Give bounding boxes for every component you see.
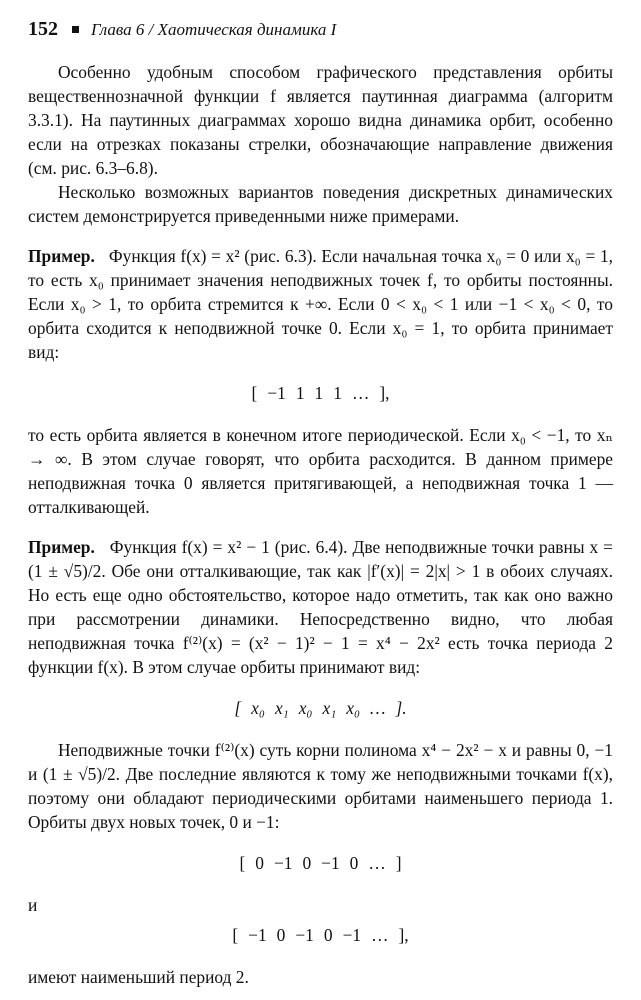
orbit-3-term: … bbox=[368, 853, 386, 873]
orbit-3-term: −1 bbox=[273, 853, 293, 873]
orbit-display-4 bbox=[28, 923, 613, 947]
orbit-2-term: x₀ bbox=[251, 698, 265, 718]
example-2-text: Функция f(x) = x² − 1 (рис. 6.4). Две неподвижные точки равны x = (1 ± √5)/2. Обе они отталкивающие, так как |f′(x)| = 2|x| > 1 в обоих случаях. Но есть еще одно обстоятельство, которое надо отметить, так как оно важно при рассмотрении динамики. Непосредственно видно, что любая неподвижная точка f⁽²⁾(x) = (x² − 1)² − 1 = x⁴ − 2x² есть точка периода 2 функции f(x). В этом случае орбиты принимают вид: bbox=[28, 537, 613, 677]
example-2-label: Пример. bbox=[28, 537, 95, 557]
orbit-display-3 bbox=[28, 851, 613, 875]
page-number: 152 bbox=[28, 18, 58, 40]
orbit-2-term: ]. bbox=[395, 698, 407, 718]
orbit-4-term: … bbox=[371, 925, 389, 945]
paragraph-examples-intro: Несколько возможных вариантов поведения дискретных динамических систем демонстрируется приведенными ниже примерами. bbox=[28, 182, 613, 226]
orbit-3-term: 0 bbox=[349, 853, 359, 873]
example-1-label: Пример. bbox=[28, 246, 95, 266]
orbit-4-term: ], bbox=[398, 925, 409, 945]
orbit-3-term: 0 bbox=[255, 853, 264, 873]
running-title: Глава 6 / Хаотическая динамика I bbox=[91, 20, 337, 39]
conjunction: и bbox=[28, 895, 38, 915]
orbit-1-term: 1 bbox=[333, 383, 342, 403]
orbit-2-term: x₁ bbox=[274, 698, 289, 718]
orbit-display-2 bbox=[28, 696, 613, 720]
example-2 bbox=[28, 535, 613, 679]
orbit-1-term: 1 bbox=[314, 383, 324, 403]
running-header bbox=[28, 18, 613, 44]
paragraph-webdiagram: Особенно удобным способом графического представления орбиты вещественнозначной функции f является паутинная диаграмма (алгоритм 3.3.1). На паутинных диаграммах хорошо видна динамика орбит, особенно если на отрезках показаны стрелки, обозначающие направление движения (см. рис. 6.3–6.8). bbox=[28, 62, 613, 178]
orbit-3-term: 0 bbox=[302, 853, 312, 873]
example-1-text: Функция f(x) = x² (рис. 6.3). Если начальная точка x₀ = 0 или x₀ = 1, то есть x₀ принимает значения неподвижных точек f, то орбиты постоянны. Если x₀ > 1, то орбита стремится к +∞. Если 0 < x₀ < 1 или −1 < x₀ < 0, то орбита сходится к неподвижной точке 0. Если x₀ = 1, то орбита принимает вид: bbox=[28, 246, 613, 362]
page bbox=[28, 18, 613, 989]
orbit-2-term: … bbox=[370, 698, 386, 718]
orbit-1-term: 1 bbox=[295, 383, 305, 403]
orbit-1-term: −1 bbox=[267, 383, 286, 403]
orbit-1-term: … bbox=[351, 383, 370, 403]
orbit-2-term: x₀ bbox=[346, 698, 360, 718]
orbit-display-1 bbox=[28, 381, 613, 405]
orbit-2-term: x₁ bbox=[322, 698, 337, 718]
orbit-4-term: −1 bbox=[342, 925, 362, 945]
example-1 bbox=[28, 244, 613, 364]
orbit-1-term: [ bbox=[251, 383, 258, 403]
orbit-4-term: −1 bbox=[295, 925, 314, 945]
orbit-4-term: [ bbox=[232, 925, 239, 945]
orbit-4-term: −1 bbox=[248, 925, 267, 945]
example-1-after: то есть орбита является в конечном итоге периодической. Если x₀ < −1, то xₙ → ∞. В этом случае говорят, что орбита расходится. В данном примере неподвижная точка 0 является притягивающей, а неподвижная точка 1 — отталкивающей. bbox=[28, 425, 613, 517]
orbit-2-term: [ bbox=[234, 698, 242, 718]
orbit-3-term: ] bbox=[395, 853, 402, 873]
example-2-after: Неподвижные точки f⁽²⁾(x) суть корни полинома x⁴ − 2x² − x и равны 0, −1 и (1 ± √5)/2. Две последние являются к тому же неподвижными точками f(x), поэтому они обладают периодическими орбитами наименьшего периода 1. Орбиты двух новых точек, 0 и −1: bbox=[28, 740, 613, 832]
orbit-2-term: x₀ bbox=[298, 698, 313, 718]
orbit-4-term: 0 bbox=[276, 925, 286, 945]
orbit-4-term: 0 bbox=[323, 925, 333, 945]
orbit-3-term: [ bbox=[239, 853, 246, 873]
square-bullet-icon bbox=[72, 26, 79, 33]
orbit-1-term: ], bbox=[379, 383, 390, 403]
final-line: имеют наименьший период 2. bbox=[28, 967, 249, 987]
orbit-3-term: −1 bbox=[321, 853, 340, 873]
